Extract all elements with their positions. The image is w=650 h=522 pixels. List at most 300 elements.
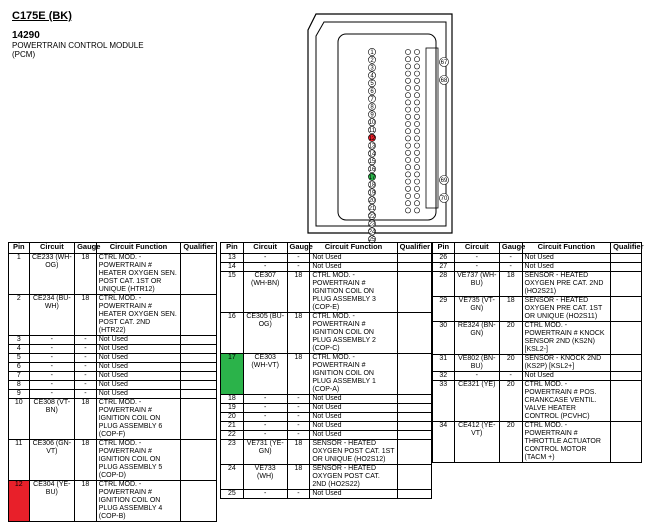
circuit-cell: - bbox=[243, 431, 287, 440]
gauge-cell: - bbox=[287, 490, 310, 499]
table-row bbox=[9, 363, 217, 372]
pin-label: 4 bbox=[370, 73, 374, 80]
pin-cell: 26 bbox=[433, 254, 455, 263]
pin-cell: 12 bbox=[9, 481, 30, 522]
connector-pin bbox=[414, 100, 419, 105]
connector-outer-shell bbox=[308, 14, 452, 236]
gauge-cell: - bbox=[499, 254, 522, 263]
connector-pin bbox=[405, 71, 410, 76]
circuit-cell: - bbox=[243, 404, 287, 413]
table-row bbox=[221, 440, 432, 465]
circuit-cell: CE303 (WH-VT) bbox=[243, 354, 287, 395]
table-row bbox=[433, 254, 642, 263]
table-row bbox=[221, 465, 432, 490]
connector-pin bbox=[405, 201, 410, 206]
col-header-circuit: Circuit bbox=[454, 243, 499, 254]
qualifier-cell bbox=[611, 297, 642, 322]
circuit-cell: CE307 (WH-BN) bbox=[243, 272, 287, 313]
connector-pin bbox=[405, 136, 410, 141]
connector-pin bbox=[414, 193, 419, 198]
pin-cell: 6 bbox=[9, 363, 30, 372]
table-row bbox=[9, 399, 217, 440]
col-header-circuit: Circuit bbox=[243, 243, 287, 254]
pin-cell: 25 bbox=[221, 490, 244, 499]
circuit-cell: - bbox=[29, 345, 75, 354]
function-cell: Not Used bbox=[310, 395, 397, 404]
qualifier-cell bbox=[397, 490, 431, 499]
pin-cell: 8 bbox=[9, 381, 30, 390]
connector-pin bbox=[405, 121, 410, 126]
pin-label: 23 bbox=[368, 221, 376, 228]
qualifier-cell bbox=[397, 354, 431, 395]
module-name: POWERTRAIN CONTROL MODULE bbox=[12, 41, 144, 50]
table-row bbox=[433, 355, 642, 372]
connector-pin bbox=[405, 93, 410, 98]
circuit-cell: - bbox=[454, 254, 499, 263]
function-cell: Not Used bbox=[96, 381, 181, 390]
pin-label: 67 bbox=[440, 60, 448, 66]
qualifier-cell bbox=[181, 336, 217, 345]
qualifier-cell bbox=[611, 272, 642, 297]
gauge-cell: - bbox=[75, 381, 97, 390]
gauge-cell: 18 bbox=[287, 440, 310, 465]
circuit-cell: - bbox=[243, 263, 287, 272]
col-header-pin: Pin bbox=[221, 243, 244, 254]
circuit-cell: - bbox=[243, 490, 287, 499]
function-cell: CTRL MOD. - POWERTRAIN # POS. CRANKCASE VENTIL. VALVE HEATER CONTROL (PCVHC) bbox=[522, 381, 611, 422]
pin-cell: 11 bbox=[9, 440, 30, 481]
qualifier-cell bbox=[181, 363, 217, 372]
pin-label: 24 bbox=[368, 229, 376, 236]
circuit-cell: - bbox=[29, 381, 75, 390]
qualifier-cell bbox=[181, 295, 217, 336]
pin-cell: 34 bbox=[433, 422, 455, 463]
pin-cell: 14 bbox=[221, 263, 244, 272]
function-cell: SENSOR - HEATED OXYGEN PRE CAT. 2ND (HO2S21) bbox=[522, 272, 611, 297]
gauge-cell: - bbox=[287, 254, 310, 263]
gauge-cell: - bbox=[287, 395, 310, 404]
connector-pin bbox=[405, 49, 410, 54]
connector-pin bbox=[414, 165, 419, 170]
gauge-cell: 18 bbox=[75, 254, 97, 295]
pin-label: 17 bbox=[368, 174, 376, 181]
circuit-cell: - bbox=[29, 390, 75, 399]
pin-cell: 20 bbox=[221, 413, 244, 422]
table-row bbox=[9, 295, 217, 336]
col-header-pin: Pin bbox=[9, 243, 30, 254]
pin-label: 15 bbox=[368, 159, 376, 166]
circuit-cell: CE304 (YE-BU) bbox=[29, 481, 75, 522]
qualifier-cell bbox=[611, 263, 642, 272]
function-cell: CTRL MOD. - POWERTRAIN # IGNITION COIL ON PLUG ASSEMBLY 6 (COP-F) bbox=[96, 399, 181, 440]
circuit-cell: - bbox=[29, 372, 75, 381]
table-row bbox=[221, 422, 432, 431]
qualifier-cell bbox=[397, 440, 431, 465]
qualifier-cell bbox=[181, 390, 217, 399]
gauge-cell: - bbox=[75, 336, 97, 345]
pin-cell: 1 bbox=[9, 254, 30, 295]
circuit-cell: CE234 (BU-WH) bbox=[29, 295, 75, 336]
pin-label: 8 bbox=[370, 104, 374, 111]
qualifier-cell bbox=[611, 372, 642, 381]
pin-label: 14 bbox=[368, 151, 376, 158]
function-cell: Not Used bbox=[96, 363, 181, 372]
table-row bbox=[433, 422, 642, 463]
table-row bbox=[433, 297, 642, 322]
col-header-qualifier: Qualifier bbox=[611, 243, 642, 254]
qualifier-cell bbox=[397, 413, 431, 422]
pin-label: 5 bbox=[370, 81, 374, 88]
pin-cell: 32 bbox=[433, 372, 455, 381]
function-cell: CTRL MOD. - POWERTRAIN # IGNITION COIL ON PLUG ASSEMBLY 2 (COP-C) bbox=[310, 313, 397, 354]
circuit-cell: CE308 (VT-BN) bbox=[29, 399, 75, 440]
function-cell: Not Used bbox=[310, 413, 397, 422]
connector-pin bbox=[414, 157, 419, 162]
circuit-cell: CE305 (BU-OG) bbox=[243, 313, 287, 354]
gauge-cell: 20 bbox=[499, 381, 522, 422]
pin-label: 22 bbox=[368, 213, 376, 220]
connector-id: C175E (BK) bbox=[12, 10, 72, 22]
connector-pin bbox=[405, 107, 410, 112]
circuit-cell: - bbox=[29, 354, 75, 363]
col-header-function: Circuit Function bbox=[310, 243, 397, 254]
connector-pin bbox=[405, 179, 410, 184]
table-row bbox=[433, 322, 642, 355]
function-cell: SENSOR - HEATED OXYGEN POST CAT. 2ND (HO2S22) bbox=[310, 465, 397, 490]
function-cell: CTRL MOD. - POWERTRAIN # IGNITION COIL ON PLUG ASSEMBLY 4 (COP-B) bbox=[96, 481, 181, 522]
table-row bbox=[221, 254, 432, 263]
gauge-cell: 18 bbox=[75, 440, 97, 481]
table-row bbox=[221, 404, 432, 413]
pin-cell: 31 bbox=[433, 355, 455, 372]
qualifier-cell bbox=[181, 354, 217, 363]
module-abbr: (PCM) bbox=[12, 50, 36, 59]
circuit-cell: RE324 (BN-GN) bbox=[454, 322, 499, 355]
connector-pin bbox=[414, 57, 419, 62]
pin-label: 19 bbox=[368, 190, 376, 197]
connector-pin bbox=[405, 85, 410, 90]
circuit-cell: - bbox=[243, 422, 287, 431]
connector-diagram bbox=[300, 8, 470, 244]
circuit-cell: VE802 (BN-BU) bbox=[454, 355, 499, 372]
qualifier-cell bbox=[611, 422, 642, 463]
gauge-cell: - bbox=[75, 390, 97, 399]
col-header-circuit: Circuit bbox=[29, 243, 75, 254]
circuit-cell: VE733 (WH) bbox=[243, 465, 287, 490]
pin-label: 9 bbox=[370, 112, 374, 119]
pin-table-1 bbox=[8, 242, 217, 522]
connector-pin bbox=[414, 121, 419, 126]
function-cell: Not Used bbox=[310, 263, 397, 272]
pin-label: 7 bbox=[370, 96, 374, 103]
gauge-cell: 20 bbox=[499, 355, 522, 372]
connector-pin bbox=[414, 136, 419, 141]
gauge-cell: - bbox=[287, 404, 310, 413]
pin-label: 20 bbox=[368, 198, 376, 205]
function-cell: Not Used bbox=[96, 372, 181, 381]
function-cell: CTRL MOD. - POWERTRAIN # IGNITION COIL ON PLUG ASSEMBLY 5 (COP-D) bbox=[96, 440, 181, 481]
circuit-cell: CE306 (GN-VT) bbox=[29, 440, 75, 481]
table-row bbox=[221, 431, 432, 440]
connector-inner-shell bbox=[316, 22, 446, 226]
function-cell: Not Used bbox=[310, 490, 397, 499]
pin-table-2 bbox=[220, 242, 432, 499]
function-cell: SENSOR - HEATED OXYGEN POST CAT. 1ST OR UNIQUE (HO2S12) bbox=[310, 440, 397, 465]
circuit-cell: CE412 (YE-VT) bbox=[454, 422, 499, 463]
gauge-cell: 18 bbox=[287, 465, 310, 490]
connector-pin bbox=[405, 64, 410, 69]
pin-cell: 13 bbox=[221, 254, 244, 263]
connector-pin bbox=[414, 85, 419, 90]
connector-pin bbox=[414, 78, 419, 83]
qualifier-cell bbox=[181, 381, 217, 390]
qualifier-cell bbox=[181, 254, 217, 295]
gauge-cell: - bbox=[499, 372, 522, 381]
connector-pin bbox=[414, 107, 419, 112]
pin-cell: 29 bbox=[433, 297, 455, 322]
connector-pin bbox=[405, 129, 410, 134]
pin-cell: 33 bbox=[433, 381, 455, 422]
function-cell: SENSOR - HEATED OXYGEN PRE CAT. 1ST OR UNIQUE (HO2S11) bbox=[522, 297, 611, 322]
pin-table-3 bbox=[432, 242, 642, 463]
gauge-cell: 20 bbox=[499, 322, 522, 355]
function-cell: Not Used bbox=[310, 431, 397, 440]
pin-cell: 27 bbox=[433, 263, 455, 272]
qualifier-cell bbox=[181, 440, 217, 481]
qualifier-cell bbox=[397, 404, 431, 413]
connector-pin bbox=[414, 49, 419, 54]
qualifier-cell bbox=[397, 431, 431, 440]
table-row bbox=[221, 263, 432, 272]
table-row bbox=[9, 254, 217, 295]
connector-pin bbox=[405, 143, 410, 148]
qualifier-cell bbox=[181, 345, 217, 354]
circuit-cell: VE737 (WH-BU) bbox=[454, 272, 499, 297]
connector-pin bbox=[405, 208, 410, 213]
table-row bbox=[9, 336, 217, 345]
connector-pin bbox=[414, 186, 419, 191]
gauge-cell: 18 bbox=[499, 297, 522, 322]
function-cell: Not Used bbox=[96, 345, 181, 354]
qualifier-cell bbox=[397, 395, 431, 404]
pin-label: 16 bbox=[368, 167, 376, 173]
gauge-cell: - bbox=[287, 422, 310, 431]
connector-pin bbox=[405, 100, 410, 105]
pin-label: 21 bbox=[368, 206, 376, 212]
circuit-cell: - bbox=[454, 372, 499, 381]
col-header-gauge: Gauge bbox=[75, 243, 97, 254]
connector-pin bbox=[414, 150, 419, 155]
qualifier-cell bbox=[397, 422, 431, 431]
module-number: 14290 bbox=[12, 30, 40, 41]
qualifier-cell bbox=[397, 263, 431, 272]
connector-pin bbox=[405, 114, 410, 119]
table-row bbox=[221, 413, 432, 422]
pin-cell: 23 bbox=[221, 440, 244, 465]
gauge-cell: 18 bbox=[499, 272, 522, 297]
pin-label: 12 bbox=[368, 135, 376, 142]
table-row bbox=[221, 272, 432, 313]
pin-cell: 9 bbox=[9, 390, 30, 399]
gauge-cell: 18 bbox=[75, 295, 97, 336]
gauge-cell: - bbox=[75, 363, 97, 372]
qualifier-cell bbox=[181, 399, 217, 440]
function-cell: Not Used bbox=[310, 404, 397, 413]
gauge-cell: 20 bbox=[499, 422, 522, 463]
function-cell: SENSOR - KNOCK 2ND (KS2P) [KSL2+] bbox=[522, 355, 611, 372]
table-row bbox=[221, 490, 432, 499]
gauge-cell: 18 bbox=[287, 272, 310, 313]
gauge-cell: - bbox=[287, 263, 310, 272]
pin-cell: 21 bbox=[221, 422, 244, 431]
table-row bbox=[433, 372, 642, 381]
table-row bbox=[9, 372, 217, 381]
pin-label: 68 bbox=[440, 78, 448, 84]
pin-label: 11 bbox=[368, 128, 376, 134]
connector-pin bbox=[405, 57, 410, 62]
table-row bbox=[9, 345, 217, 354]
function-cell: CTRL MOD. - POWERTRAIN # IGNITION COIL ON PLUG ASSEMBLY 1 (COP-A) bbox=[310, 354, 397, 395]
connector-pin bbox=[414, 179, 419, 184]
qualifier-cell bbox=[397, 272, 431, 313]
gauge-cell: 18 bbox=[287, 354, 310, 395]
table-row bbox=[221, 313, 432, 354]
connector-pin bbox=[414, 64, 419, 69]
pin-cell: 10 bbox=[9, 399, 30, 440]
connector-pin bbox=[405, 172, 410, 177]
connector-pin bbox=[405, 165, 410, 170]
table-row bbox=[433, 272, 642, 297]
function-cell: CTRL MOD. - POWERTRAIN # KNOCK SENSOR 2ND (KS2N) [KSL2-] bbox=[522, 322, 611, 355]
gauge-cell: 18 bbox=[75, 399, 97, 440]
pin-cell: 22 bbox=[221, 431, 244, 440]
qualifier-cell bbox=[397, 254, 431, 263]
qualifier-cell bbox=[397, 465, 431, 490]
col-header-pin: Pin bbox=[433, 243, 455, 254]
function-cell: Not Used bbox=[96, 354, 181, 363]
gauge-cell: - bbox=[499, 263, 522, 272]
circuit-cell: - bbox=[243, 395, 287, 404]
function-cell: CTRL MOD. - POWERTRAIN # THROTTLE ACTUATOR CONTROL MOTOR (TACM +) bbox=[522, 422, 611, 463]
connector-pin bbox=[414, 71, 419, 76]
circuit-cell: - bbox=[29, 336, 75, 345]
pin-label: 13 bbox=[368, 143, 376, 150]
circuit-cell: - bbox=[29, 363, 75, 372]
col-header-function: Circuit Function bbox=[96, 243, 181, 254]
connector-pin bbox=[405, 78, 410, 83]
circuit-cell: CE233 (WH-OG) bbox=[29, 254, 75, 295]
circuit-cell: - bbox=[243, 254, 287, 263]
pin-cell: 3 bbox=[9, 336, 30, 345]
function-cell: CTRL MOD. - POWERTRAIN # HEATER OXYGEN SEN. POST CAT. 1ST OR UNIQUE (HTR12) bbox=[96, 254, 181, 295]
table-row bbox=[221, 395, 432, 404]
table-row bbox=[9, 381, 217, 390]
pin-cell: 17 bbox=[221, 354, 244, 395]
connector-pin bbox=[414, 208, 419, 213]
qualifier-cell bbox=[611, 254, 642, 263]
pin-label: 10 bbox=[368, 120, 376, 127]
pin-label: 3 bbox=[370, 65, 374, 72]
pin-cell: 16 bbox=[221, 313, 244, 354]
qualifier-cell bbox=[397, 313, 431, 354]
qualifier-cell bbox=[181, 481, 217, 522]
circuit-cell: CE321 (YE) bbox=[454, 381, 499, 422]
connector-pin bbox=[405, 186, 410, 191]
function-cell: Not Used bbox=[522, 263, 611, 272]
pin-cell: 28 bbox=[433, 272, 455, 297]
qualifier-cell bbox=[181, 372, 217, 381]
function-cell: CTRL MOD. - POWERTRAIN # HEATER OXYGEN SEN. POST CAT. 2ND (HTR22) bbox=[96, 295, 181, 336]
connector-pin bbox=[414, 129, 419, 134]
pin-label: 18 bbox=[368, 182, 376, 189]
table-row bbox=[9, 440, 217, 481]
qualifier-cell bbox=[611, 355, 642, 372]
pin-cell: 2 bbox=[9, 295, 30, 336]
gauge-cell: - bbox=[287, 413, 310, 422]
gauge-cell: - bbox=[75, 372, 97, 381]
table-row bbox=[433, 381, 642, 422]
function-cell: Not Used bbox=[96, 336, 181, 345]
gauge-cell: 18 bbox=[287, 313, 310, 354]
pin-label: 6 bbox=[370, 89, 374, 95]
col-header-gauge: Gauge bbox=[287, 243, 310, 254]
connector-pin-block bbox=[338, 34, 436, 220]
connector-pin bbox=[414, 201, 419, 206]
pin-cell: 18 bbox=[221, 395, 244, 404]
connector-pin bbox=[405, 150, 410, 155]
connector-pin bbox=[414, 172, 419, 177]
function-cell: CTRL MOD. - POWERTRAIN # IGNITION COIL ON PLUG ASSEMBLY 3 (COP-E) bbox=[310, 272, 397, 313]
circuit-cell: - bbox=[243, 413, 287, 422]
col-header-gauge: Gauge bbox=[499, 243, 522, 254]
pin-cell: 5 bbox=[9, 354, 30, 363]
table-row bbox=[9, 390, 217, 399]
circuit-cell: VE735 (VT-GN) bbox=[454, 297, 499, 322]
gauge-cell: - bbox=[75, 345, 97, 354]
pin-cell: 19 bbox=[221, 404, 244, 413]
function-cell: Not Used bbox=[96, 390, 181, 399]
pin-cell: 24 bbox=[221, 465, 244, 490]
function-cell: Not Used bbox=[310, 254, 397, 263]
connector-pin bbox=[405, 157, 410, 162]
table-row bbox=[9, 481, 217, 522]
qualifier-cell bbox=[611, 322, 642, 355]
col-header-function: Circuit Function bbox=[522, 243, 611, 254]
gauge-cell: - bbox=[287, 431, 310, 440]
pin-label: 70 bbox=[440, 196, 448, 202]
circuit-cell: - bbox=[454, 263, 499, 272]
circuit-cell: VE731 (YE-GN) bbox=[243, 440, 287, 465]
function-cell: Not Used bbox=[522, 372, 611, 381]
table-row bbox=[9, 354, 217, 363]
qualifier-cell bbox=[611, 381, 642, 422]
pin-label: 25 bbox=[368, 237, 376, 244]
pin-cell: 4 bbox=[9, 345, 30, 354]
pin-cell: 15 bbox=[221, 272, 244, 313]
connector-pin bbox=[414, 114, 419, 119]
col-header-qualifier: Qualifier bbox=[397, 243, 431, 254]
gauge-cell: - bbox=[75, 354, 97, 363]
function-cell: Not Used bbox=[522, 254, 611, 263]
connector-pin bbox=[414, 143, 419, 148]
pin-label: 69 bbox=[440, 178, 448, 184]
table-row bbox=[221, 354, 432, 395]
connector-pin bbox=[405, 193, 410, 198]
gauge-cell: 18 bbox=[75, 481, 97, 522]
pin-label: 2 bbox=[370, 57, 374, 64]
pin-label: 1 bbox=[370, 50, 374, 56]
pin-cell: 30 bbox=[433, 322, 455, 355]
